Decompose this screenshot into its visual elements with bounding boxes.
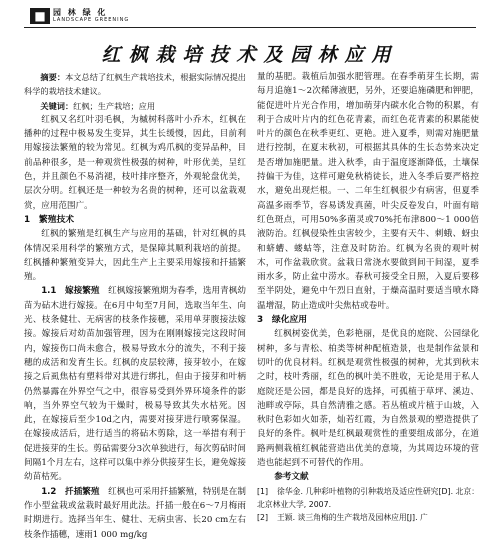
reference-item [257,511,479,524]
reference-text: 徐华金. 几种彩叶植物的引种栽培及适应性研究[D]. 北京：北京林业大学, 2007. [257,486,479,509]
section-heading-1: 1 繁殖技术 [24,214,75,225]
subsection-1-2-text: 红枫也可采用扦插繁殖，特别是在制作小型盆栽或盆栽时最好用此法。扦插一般在6～7月梅雨时期进行。选择当年生、健壮、无病虫害、长20 cm左右枝条作插穗，速雨1 000 mg/kg [24,486,246,540]
journal-name-en: LANDSCAPE GREENING [53,17,130,23]
continued-paragraph: 量的基肥。栽植后加强水肥管理。在春季萌芽生长期，需每月追施1～2次稀薄液肥，另外，还要追施磷肥和钾肥，能促进叶片光合作用，增加萌芽内碳水化合物的积累，有利于合成叶片内的红色花青素，而红色花青素的积累能使叶片的颜色在秋季更红、更艳。进入夏季，则需对施肥量进行控制，在夏末秋初，可根据其具体的生长态势来决定是否增加施肥量。进入秋季，由于温度逐渐降低，土壤保持偏干为佳，这样可避免秋梢徒长，进入冬季后要严格控水，避免出现烂根。一、二年生红枫很少有病害，但夏季高温多雨季节，容易诱发真菌，叶尖反卷发白，叶面有暗红色斑点，可用50%多菌灵或70%托布津800～1 000倍液防治。红枫侵染性虫害较少，主要有天牛、刺蛾、蚜虫和蛴螬、蝼蛄等，注意及时防治。红枫为名贵的观叶树木，可作盆栽欣赏。盆栽日常浇水要做到间干间湿，夏季雨水多，防止盆中涝水。春秋可接受全日照，入夏后要移至半阴处，避免中午烈日直射，于燥高温时要适当喷水降温增湿，防止造成叶尖焦枯或卷叶。 [257,72,479,311]
abstract [24,70,246,99]
keywords-label: 关键词： [40,100,74,111]
subsection-1-1-title: 1.1 嫁接繁殖 [41,286,100,297]
intro-paragraph: 红枫又名红叶羽毛枫，为槭树科落叶小乔木，红枫在播种的过程中极易发生变异，其生长缓慢，因此，目前利用嫁接法繁殖的较为常见。红枫为鸡爪枫的变异品种，目前品种很多，是一种观赏性极强的树种，叶形优美，呈红色，并且颜色不易消褪，枝叶排序整齐，外观轮盘优美，层次分明。红枫还是一种较为名贵的树种，还可以盆栽观赏，应用范围广。 [24,114,246,211]
journal-logo-text [53,9,129,23]
journal-header [30,6,129,26]
references-heading: 参考文献 [274,472,309,483]
subsection-1-2 [24,485,246,542]
subsection-1-2-title: 1.2 扦插繁殖 [41,486,100,497]
header-divider [24,27,476,28]
section-heading-3: 3 绿化应用 [257,315,308,326]
right-column [257,70,479,524]
article-title: 红枫栽培技术及园林应用 [101,44,399,66]
keywords-text: 红枫；生产栽培；应用 [73,100,156,111]
journal-logo-icon: ■ [30,8,50,24]
reference-text: 王颖. 谈三角梅的生产栽培及园林应用[J]. 广 [277,512,428,522]
journal-name-cn: 园 林 绿 化 [53,8,108,17]
section-1-paragraph: 红枫的繁殖是红枫生产与应用的基础，针对红枫的具体情况采用科学的繁殖方式，是保障其顺利栽培的前提。红枫播种繁殖变异大，因此生产上主要采用嫁接和扦插繁殖。 [24,229,246,283]
reference-item [257,485,479,511]
left-column [24,70,246,542]
subsection-1-1 [24,284,246,484]
section-3-paragraph: 红枫树姿优美，色彩艳丽，是优良的庭院、公园绿化树种，多与青松、柏类等树种配植造景，也是制作盆景和切叶的优良材料。红枫是观赏性极强的树种，尤其到秋末之时，枝叶秀丽，红色的枫叶美不胜收，无论是用于私人庭院还是公园，都是良好的选择，可孤植于草坪、溪边、池畔或亭际，具自然清雅之感。若丛植或片植于山坡，入秋时色彩如火如荼，灿若红霞，为自然景观的塑造提供了良好的条件。枫叶是红枫最观赏性的重要组成部分，在道路两侧栽植红枫能营造出优美的意境，为其周边环境的营造也能起到不可替代的作用。 [257,329,479,469]
keywords [24,99,246,113]
abstract-label: 摘要： [40,72,66,82]
subsection-1-1-text: 红枫嫁接繁殖期为春季，选用青枫幼苗为砧木进行嫁接。在6月中旬至7月间，选取当年生、向光、枝条健壮、无病害的枝条作接穗，采用单芽腹接法嫁接。嫁接后对幼苗加强管理，因为在刚刚嫁接完这段时间内，嫁接伤口尚未愈合，极易导致水分的流失，不利于接穗的成活和发育生长。红枫的皮层较薄，接芽较小，在嫁接之后虱焦枯有塑料带对其进行绑扎，但由于接芽和叶柄仍然暴露在外界空气之中，很容易受到外界环境条件的影响，当外界空气较为干燥时，极易导致其失水枯死。因此，在嫁接后至少10d之内，需要对接芽进行喷雾保湿。在嫁接成活后，进行适当的将砧木剪除，这一举措有利于促进接芽的生长。剪砧需要分3次单独进行，每次剪砧时间间隔1个月左右，这样可以集中养分供接芽生长，避免嫁接幼苗枯死。 [24,286,246,483]
reference-number: [2] [257,512,269,522]
reference-number: [1] [257,486,269,496]
abstract-text: 本文总结了红枫生产栽培技术，根据实际情况提出科学的栽培技术建议。 [24,72,246,97]
